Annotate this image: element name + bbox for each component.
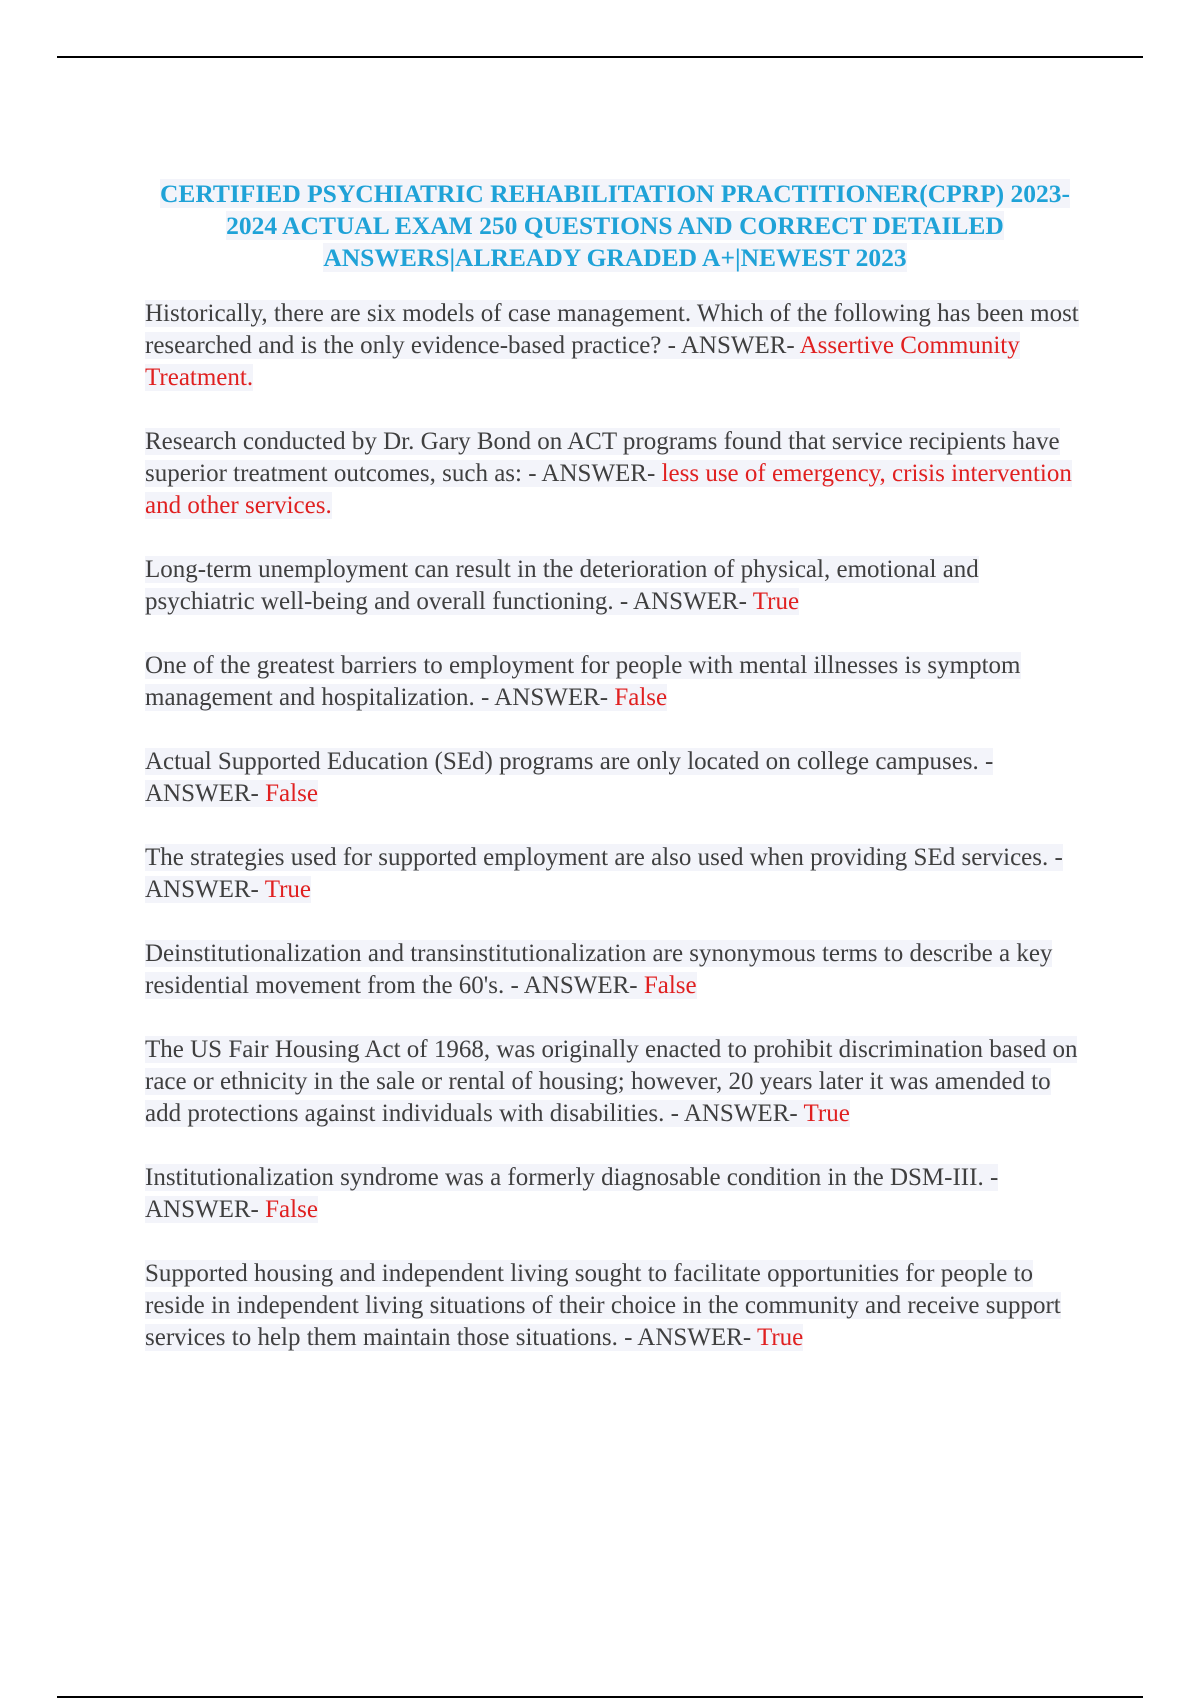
- question-text: Long-term unemployment can result in the deterioration of physical, emotional and psychiatric well-being and overall functioning.: [145, 556, 979, 615]
- answer-text: True: [258, 876, 312, 903]
- qa-item: [145, 746, 1085, 810]
- answer-separator: - ANSWER-: [664, 1100, 798, 1127]
- answer-text: False: [637, 972, 697, 999]
- document-body: [145, 178, 1085, 1386]
- question-text: Supported housing and independent living sought to facilitate opportunities for people to reside in independent living situations of their choice in the community and receive support services to help them maintain those situations.: [145, 1260, 1061, 1351]
- answer-text: False: [258, 780, 318, 807]
- qa-item: [145, 938, 1085, 1002]
- bottom-divider: [57, 1696, 1143, 1698]
- answer-separator: - ANSWER-: [521, 460, 656, 487]
- answer-separator: - ANSWER-: [145, 844, 1063, 903]
- question-text: Actual Supported Education (SEd) programs are only located on college campuses.: [145, 748, 979, 775]
- qa-item: [145, 650, 1085, 714]
- question-text: Institutionalization syndrome was a formerly diagnosable condition in the DSM-III.: [145, 1164, 984, 1191]
- qa-item: [145, 1258, 1085, 1354]
- qa-item: [145, 426, 1085, 522]
- qa-item: [145, 554, 1085, 618]
- answer-separator: - ANSWER-: [661, 332, 795, 359]
- qa-item: [145, 298, 1085, 394]
- question-text: Research conducted by Dr. Gary Bond on ACT programs found that service recipients have superior treatment outcomes, such as:: [145, 428, 1060, 487]
- answer-text: False: [608, 684, 668, 711]
- answer-text: True: [751, 1324, 804, 1351]
- question-text: Historically, there are six models of case management. Which of the following has been most researched and is the only evidence-based practice?: [145, 300, 1079, 359]
- qa-item: [145, 1162, 1085, 1226]
- answer-text: True: [746, 588, 800, 615]
- answer-separator: - ANSWER-: [504, 972, 638, 999]
- question-text: One of the greatest barriers to employment for people with mental illnesses is symptom management and hospitalization.: [145, 652, 1021, 711]
- document-title: CERTIFIED PSYCHIATRIC REHABILITATION PRACTITIONER(CPRP) 2023-2024 ACTUAL EXAM 250 QUESTIONS AND CORRECT DETAILED ANSWERS|ALREADY GRADED A+|NEWEST 2023: [159, 179, 1071, 272]
- answer-separator: - ANSWER-: [145, 748, 994, 807]
- question-text: Deinstitutionalization and transinstitutionalization are synonymous terms to describe a key residential movement from the 60's.: [145, 940, 1053, 999]
- question-text: The US Fair Housing Act of 1968, was originally enacted to prohibit discrimination based on race or ethnicity in the sale or rental of housing; however, 20 years later it was amended to add protections against individuals with disabilities.: [145, 1036, 1078, 1127]
- qa-item: [145, 842, 1085, 906]
- qa-item: [145, 1034, 1085, 1130]
- answer-text: True: [797, 1100, 850, 1127]
- answer-text: Assertive Community Treatment.: [145, 332, 1020, 391]
- answer-separator: - ANSWER-: [617, 1324, 752, 1351]
- top-divider: [57, 56, 1143, 58]
- answer-separator: - ANSWER-: [145, 1164, 999, 1223]
- question-text: The strategies used for supported employment are also used when providing SEd services.: [145, 844, 1049, 871]
- answer-separator: - ANSWER-: [613, 588, 747, 615]
- answer-text: False: [258, 1196, 318, 1223]
- answer-separator: - ANSWER-: [474, 684, 609, 711]
- answer-text: less use of emergency, crisis intervention and other services.: [145, 460, 1072, 519]
